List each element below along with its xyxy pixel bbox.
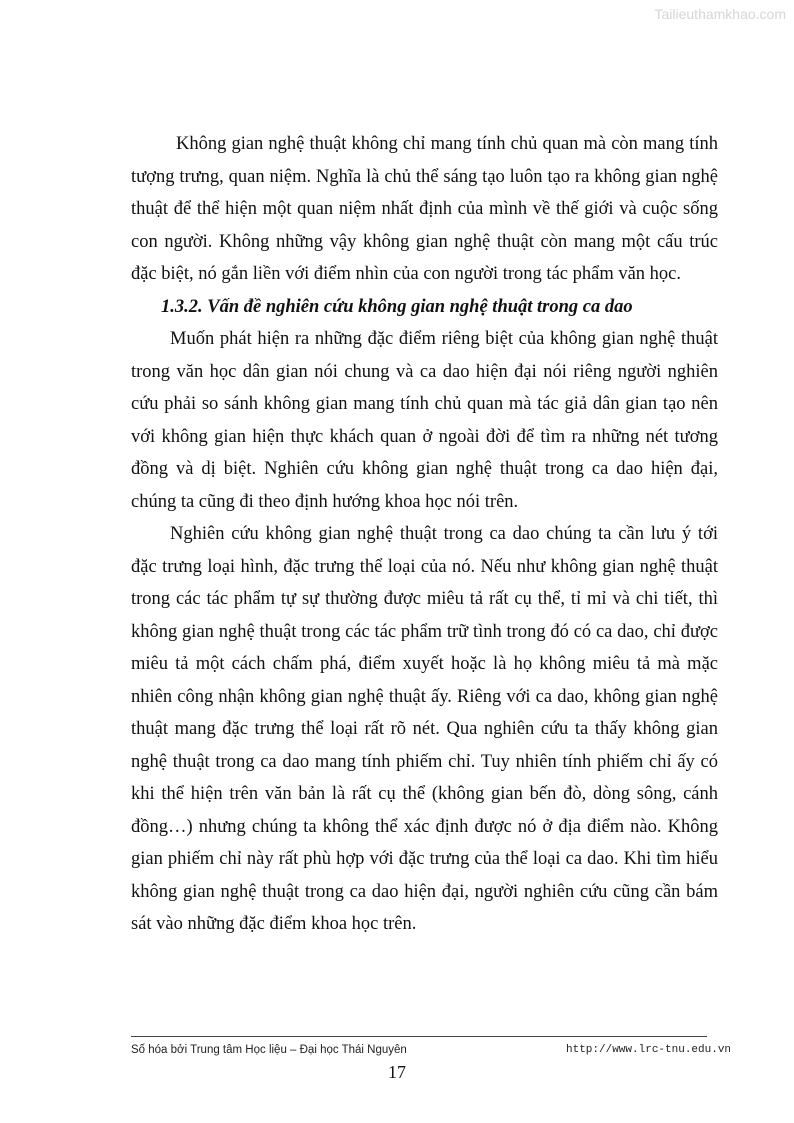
- footer-divider: [131, 1036, 707, 1037]
- section-heading: 1.3.2. Vấn đề nghiên cứu không gian nghệ thuật trong ca dao: [161, 296, 633, 317]
- watermark-text: Tailieuthamkhao.com: [654, 6, 786, 22]
- page-number: 17: [388, 1062, 406, 1082]
- footer-source: Số hóa bởi Trung tâm Học liệu – Đại học Thái Nguyên: [131, 1044, 407, 1056]
- page-body: [131, 128, 718, 941]
- paragraph-3: Nghiên cứu không gian nghệ thuật trong ca dao chúng ta cần lưu ý tới đặc trưng loại hình, đặc trưng thể loại của nó. Nếu như không gian nghệ thuật trong các tác phẩm tự sự thường được miêu tả rất cụ thể, tỉ mỉ và chi tiết, thì không gian nghệ thuật trong các tác phẩm trữ tình trong đó có ca dao, chỉ được miêu tả một cách chấm phá, điểm xuyết hoặc là họ không miêu tả mà mặc nhiên công nhận không gian nghệ thuật ấy. Riêng với ca dao, không gian nghệ thuật mang đặc trưng thể loại rất rõ nét. Qua nghiên cứu ta thấy không gian nghệ thuật trong ca dao mang tính phiếm chỉ. Tuy nhiên tính phiếm chỉ ấy có khi thể hiện trên văn bản là rất cụ thể (không gian bến đò, dòng sông, cánh đồng…) nhưng chúng ta không thể xác định được nó ở địa điểm nào. Không gian phiếm chỉ này rất phù hợp với đặc trưng của thể loại ca dao. Khi tìm hiểu không gian nghệ thuật trong ca dao hiện đại, người nghiên cứu cũng cần bám sát vào những đặc điểm khoa học trên.: [131, 524, 718, 934]
- paragraph-2: Muốn phát hiện ra những đặc điểm riêng biệt của không gian nghệ thuật trong văn học dân gian nói chung và ca dao hiện đại nói riêng người nghiên cứu phải so sánh không gian mang tính chủ quan mà tác giả dân gian tạo nên với không gian hiện thực khách quan ở ngoài đời để tìm ra những nét tương đồng và dị biệt. Nghiên cứu không gian nghệ thuật trong ca dao hiện đại, chúng ta cũng đi theo định hướng khoa học nói trên.: [131, 329, 718, 512]
- paragraph-1: Không gian nghệ thuật không chỉ mang tính chủ quan mà còn mang tính tượng trưng, quan niệm. Nghĩa là chủ thể sáng tạo luôn tạo ra không gian nghệ thuật để thể hiện một quan niệm nhất định của mình về thế giới và cuộc sống con người. Không những vậy không gian nghệ thuật còn mang một cấu trúc đặc biệt, nó gắn liền với điểm nhìn của con người trong tác phẩm văn học.: [131, 134, 718, 284]
- footer-url-link[interactable]: http://www.lrc-tnu.edu.vn: [566, 1044, 732, 1056]
